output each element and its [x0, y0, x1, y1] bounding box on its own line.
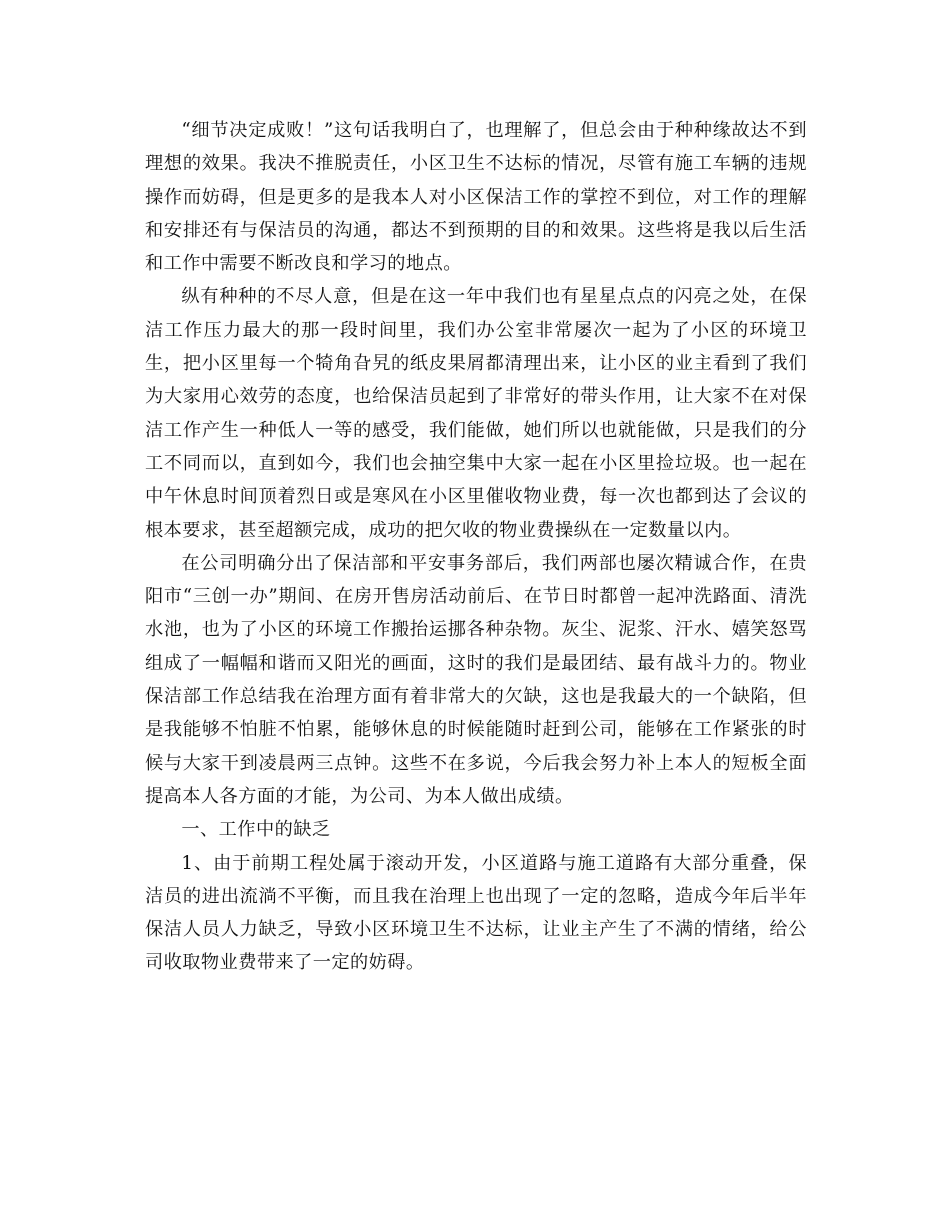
paragraph-shortcoming-1: 1、由于前期工程处属于滚动开发，小区道路与施工道路有大部分重叠，保洁员的进出流淌不平衡，而且我在治理上也出现了一定的忽略，造成今年后半年保洁人员人力缺乏，导致小区环境卫生不达标，让业主产生了不满的情绪，给公司收取物业费带来了一定的妨碍。 [145, 852, 807, 974]
paragraph-cooperation: 在公司明确分出了保洁部和平安事务部后，我们两部也屡次精诚合作，在贵阳市“三创一办”期间、在房开售房活动前后、在节日时都曾一起冲洗路面、清洗水池，也为了小区的环境工作搬抬运挪各种杂物。灰尘、泥浆、汗水、嬉笑怒骂组成了一幅幅和谐而又阳光的画面，这时的我们是最团结、最有战斗力的。物业保洁部工作总结我在治理方面有着非常大的欠缺，这也是我最大的一个缺陷，但是我能够不怕脏不怕累，能够休息的时候能随时赶到公司，能够在工作紧张的时候与大家干到凌晨两三点钟。这些不在多说，今后我会努力补上本人的短板全面提高本人各方面的才能，为公司、为本人做出成绩。 [145, 552, 807, 807]
paragraph-highlights-of-year: 纵有种种的不尽人意，但是在这一年中我们也有星星点点的闪亮之处，在保洁工作压力最大的那一段时间里，我们办公室非常屡次一起为了小区的环境卫生，把小区里每一个犄角旮旯的纸皮果屑都清理出来，让小区的业主看到了我们为大家用心效劳的态度，也给保洁员起到了非常好的带头作用，让大家不在对保洁工作产生一种低人一等的感受，我们能做，她们所以也就能做，只是我们的分工不同而以，直到如今，我们也会抽空集中大家一起在小区里捡垃圾。也一起在中午休息时间顶着烈日或是寒风在小区里催收物业费，每一次也都到达了会议的根本要求，甚至超额完成，成功的把欠收的物业费操纵在一定数量以内。 [145, 286, 807, 541]
paragraph-details-decide-success: “细节决定成败！”这句话我明白了，也理解了，但总会由于种种缘故达不到理想的效果。我决不推脱责任，小区卫生不达标的情况，尽管有施工车辆的违规操作而妨碍，但是更多的是我本人对小区保洁工作的掌控不到位，对工作的理解和安排还有与保洁员的沟通，都达不到预期的目的和效果。这些将是我以后生活和工作中需要不断改良和学习的地点。 [145, 120, 807, 275]
document-body [145, 114, 807, 980]
section-heading-shortcomings: 一、工作中的缺乏 [181, 819, 331, 841]
